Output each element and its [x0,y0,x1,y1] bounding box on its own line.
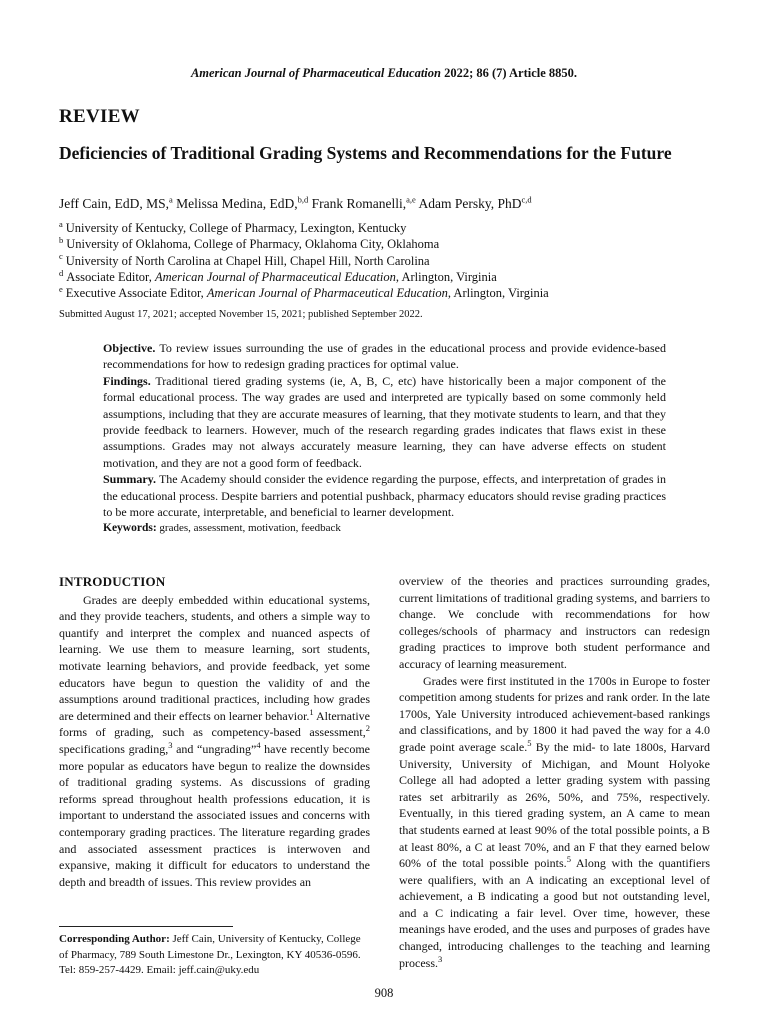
section-label: REVIEW [59,106,140,127]
affiliation: $^a$ University of Kentucky, College of Pharmacy, Lexington, Kentucky [59,218,407,235]
abstract-findings: Findings. Traditional tiered grading systems (ie, A, B, C, etc) have historically been a major component of the formal educational process. The way grades are used and interpreted are typically based on some commonly held assumptions, including that they are accurate measures of learning, that they motivate students to learn, and that they provide feedback to learners. However, much of the research regarding grades indicates that flaws exist in these assumptions. Grades may not always accurately measure learning, they can have adverse effects on student motivation, and they are not a good form of feedback. [103,373,666,470]
footnote-divider [59,926,233,927]
abstract [103,340,666,537]
author-list [59,196,709,212]
article-title: Deficiencies of Traditional Grading Systems and Recommendations for the Future [59,143,672,163]
author: Adam Persky, PhD$^{c,d}$ [418,194,532,211]
publication-dates: Submitted August 17, 2021; accepted November 15, 2021; published September 2022. [59,309,423,320]
affiliation: $^d$ Associate Editor, American Journal of Pharmaceutical Education, Arlington, Virginia [59,267,497,284]
section-heading: INTRODUCTION [59,574,166,589]
author: Melissa Medina, EdD,$^{b,d}$ [176,194,309,211]
right-column [399,573,710,971]
journal-name: American Journal of Pharmaceutical Education [190,66,441,80]
corresponding-author-note: Corresponding Author: Jeff Cain, University of Kentucky, College of Pharmacy, 789 South Limestone Dr., Lexington, KY 40536-0596. Tel: 859-257-4429. Email: jeff.cain@uky.edu [59,933,361,976]
body-paragraph: Grades were first instituted in the 1700s in Europe to foster competition among students for prizes and rank order. In the late 1700s, Yale University introduced achievement-based rankings and classifications, and by 1800 it had paved the way for a 4.0 grade point average scale.$^5$ By the mid- to late 1800s, Harvard University, University of Michigan, and Mount Holyoke College all had adopted a letter grading system with passing rates set arbitrarily as 26%, 50%, and 75%, respectively. Eventually, in this tiered grading system, an A came to mean that students earned at least 90% of the total possible points, a B at least 80%, a C at least 70%, and an F that they earned below 60% of the total possible points.$^5$ Along with the quantifiers were qualifiers, with an A indicating an exceptional level of achievement, a B indicating a good but not outstanding level, and a C indicating a fair level. Over time, however, these meanings have eroded, and the uses and purposes of grades have changed, introducing challenges to the teaching and learning process.$^3$ [399,673,711,970]
left-column [59,574,370,890]
author: Frank Romanelli,$^{a,e}$ [311,194,416,211]
affiliation: $^b$ University of Oklahoma, College of Pharmacy, Oklahoma City, Oklahoma [59,235,440,252]
affiliation: $^e$ Executive Associate Editor, American Journal of Pharmaceutical Education, Arlington, Virginia [59,284,549,301]
affiliation: $^c$ University of North Carolina at Chapel Hill, Chapel Hill, North Carolina [59,251,430,268]
body-paragraph: overview of the theories and practices surrounding grades, current limitations of traditional grading systems, and barriers to change. We conclude with recommendations for how colleges/schools of pharmacy and instructors can redesign grading practices to improve both student performance and accuracy of learning measurement. [399,574,710,671]
abstract-summary: Summary. The Academy should consider the evidence regarding the purpose, effects, and interpretation of grades in the educational process. Despite barriers and potential pushback, pharmacy educators should revise grading practices to be more accurate, interpretable, and beneficial to learner development. [103,472,666,520]
page-number: 908 [374,986,394,1000]
abstract-keywords: Keywords: grades, assessment, motivation, feedback [103,522,341,535]
body-paragraph: Grades are deeply embedded within educational systems, and they provide teachers, students, and others a simple way to quantify and interpret the complex and nuanced aspects of learning. We use them to measure learning, sort students, motivate learning behaviors, and provide feedback, yet some educators have begun to question the validity of and the assumptions around traditional practices, including how grades are determined and their effects on learner behavior.$^1$ Alternative forms of grading, such as competency-based assessment,$^2$ specifications grading,$^3$ and “ungrading”$^4$ have recently become more popular as educators have begun to realize the downsides of traditional grading systems. As discussions of grading reforms spread throughout health professions education, it is important to understand the associated issues and concerns with contemporary grading practices. The literature regarding grades and associated assessment practices is interwoven and expansive, making it difficult for educators to understand the depth and breadth of issues. This review provides an [59,592,370,889]
journal-citation [0,66,768,81]
affiliation-list [59,220,709,301]
author: Jeff Cain, EdD, MS,$^a$ [59,194,173,211]
abstract-objective: Objective. To review issues surrounding the use of grades in the educational process and provide evidence-based recommendations for how to redesign grading practices for optimal value. [103,341,666,372]
journal-issue: 2022; 86 (7) Article 8850. [440,66,578,80]
